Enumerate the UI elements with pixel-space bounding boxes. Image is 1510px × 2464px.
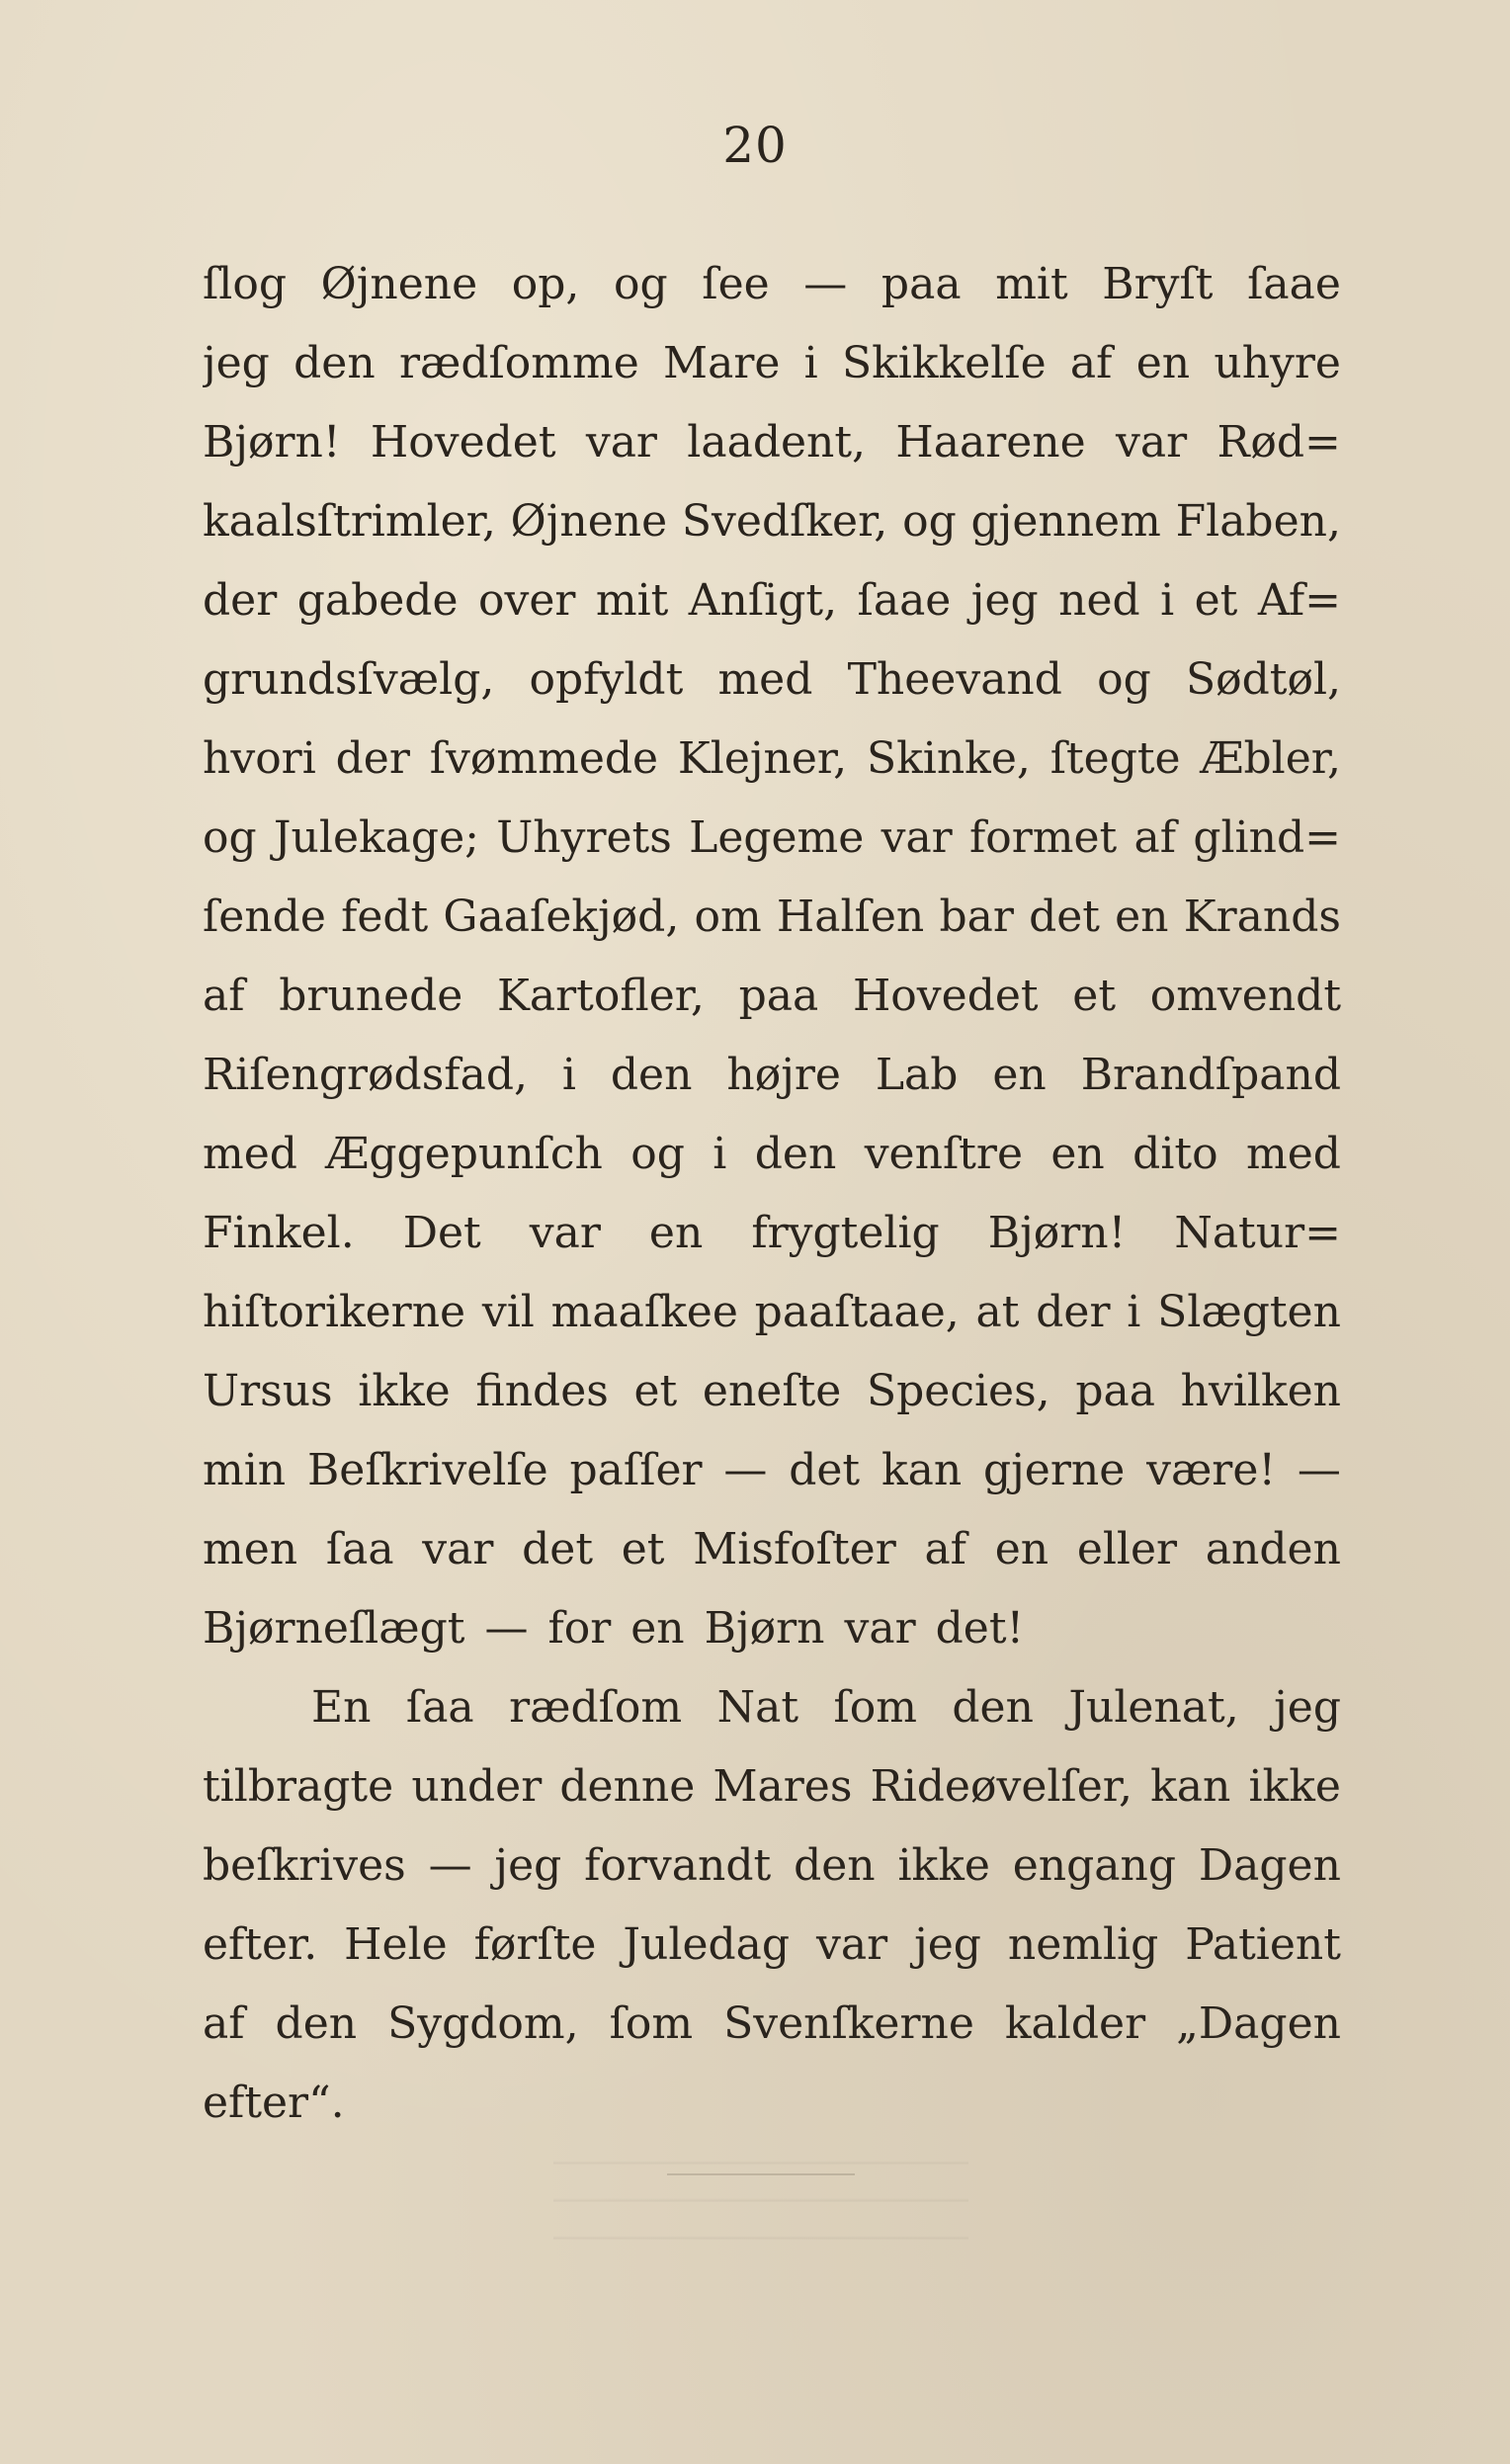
word: grundsſvælg, — [203, 654, 495, 705]
word: Julenat, — [1068, 1682, 1239, 1733]
word: ikke — [358, 1366, 451, 1416]
word: Svenſkerne — [723, 1998, 974, 2049]
word: Æggepunſch — [325, 1129, 603, 1179]
word: den — [610, 1050, 693, 1100]
word: Hele — [344, 1919, 448, 1970]
word: et — [621, 1524, 665, 1574]
word: ſom — [609, 1998, 694, 2049]
word: af — [203, 1998, 245, 2049]
word: Lab — [875, 1050, 959, 1100]
word: Rød= — [1216, 417, 1341, 467]
word: den — [294, 338, 376, 388]
word: Krands — [1183, 892, 1341, 942]
word: af — [924, 1524, 966, 1574]
word: Kartofler, — [497, 971, 705, 1021]
word: Mare — [663, 338, 781, 388]
word: Skikkelſe — [842, 338, 1047, 388]
word: paa — [881, 259, 962, 309]
text-line — [203, 1431, 1341, 1510]
word: være! — [1146, 1445, 1277, 1495]
text-line — [203, 878, 1341, 957]
word: den — [754, 1129, 837, 1179]
word: nemlig — [1007, 1919, 1159, 1970]
word: under — [411, 1761, 543, 1812]
text-line — [203, 1352, 1341, 1431]
text-line-paragraph-start — [203, 1668, 1341, 1747]
word: Flaben, — [1175, 496, 1341, 547]
word: med — [203, 1129, 297, 1179]
word: med — [1245, 1129, 1341, 1179]
word: om — [694, 892, 762, 942]
word: var — [881, 812, 953, 863]
word: Haarene — [895, 417, 1086, 467]
word: Species, — [866, 1366, 1050, 1416]
word: i — [803, 338, 818, 388]
word: — — [1297, 1445, 1341, 1495]
word: og — [1097, 654, 1151, 705]
word: Ursus — [203, 1366, 333, 1416]
word: ſom — [833, 1682, 917, 1733]
word: — — [428, 1840, 472, 1891]
word: Finkel. — [203, 1208, 355, 1258]
word: var — [529, 1208, 601, 1258]
word: førſte — [473, 1919, 597, 1970]
word: Af= — [1257, 575, 1341, 626]
word: forvandt — [584, 1840, 772, 1891]
word: uhyre — [1214, 338, 1341, 388]
text-line — [203, 324, 1341, 403]
word: den — [794, 1840, 876, 1891]
text-line — [203, 957, 1341, 1036]
word: en — [630, 1603, 685, 1654]
word: efter“. — [203, 2078, 345, 2128]
word: Slægten — [1157, 1287, 1341, 1337]
word: hvori — [203, 733, 316, 784]
word: ſvømmede — [429, 733, 659, 784]
word: Dagen — [1198, 1840, 1341, 1891]
word: En — [311, 1682, 372, 1733]
word: Riſengrødsfad, — [203, 1050, 528, 1100]
word: Hovedet — [852, 971, 1039, 1021]
word: Patient — [1185, 1919, 1341, 1970]
word: Beſkrivelſe — [306, 1445, 548, 1495]
word: Nat — [716, 1682, 799, 1733]
word: i — [1127, 1287, 1141, 1337]
word: højre — [726, 1050, 841, 1100]
word: var — [422, 1524, 494, 1574]
word: der — [203, 575, 278, 626]
word: ned — [1058, 575, 1140, 626]
text-line-paragraph-end — [203, 1589, 1341, 1668]
word: der — [1036, 1287, 1111, 1337]
text-line-paragraph-end — [203, 2064, 1341, 2143]
word: af — [203, 971, 245, 1021]
word: vil — [481, 1287, 535, 1337]
word: og — [614, 259, 668, 309]
word: jeg — [494, 1840, 562, 1891]
word: en — [1115, 892, 1169, 942]
word: ſaae — [1247, 259, 1341, 309]
word: rædſomme — [398, 338, 639, 388]
text-line — [203, 482, 1341, 561]
word: ikke — [897, 1840, 990, 1891]
word: den — [952, 1682, 1034, 1733]
text-line — [203, 561, 1341, 640]
word: var — [585, 417, 657, 467]
word: laadent, — [687, 417, 867, 467]
word: Øjnene — [510, 496, 668, 547]
word: og — [902, 496, 957, 547]
word: mit — [995, 259, 1068, 309]
word: for — [547, 1603, 612, 1654]
show-through-text — [553, 2135, 968, 2273]
word: gjennem — [970, 496, 1161, 547]
word: Mares — [713, 1761, 853, 1812]
text-line — [203, 1747, 1341, 1827]
text-line — [203, 1115, 1341, 1194]
text-line — [203, 1827, 1341, 1906]
word: Bjørn — [704, 1603, 825, 1654]
word: Sødtøl, — [1185, 654, 1341, 705]
text-line — [203, 1906, 1341, 1985]
word: af — [1133, 812, 1177, 863]
text-line — [203, 245, 1341, 324]
word: et — [633, 1366, 678, 1416]
text-line — [203, 720, 1341, 799]
word: Det — [402, 1208, 481, 1258]
word: Legeme — [689, 812, 865, 863]
word: paſſer — [569, 1445, 703, 1495]
word: en — [992, 1050, 1047, 1100]
word: ſlog — [203, 259, 288, 309]
text-line — [203, 403, 1341, 482]
word: et — [1194, 575, 1238, 626]
word: engang — [1012, 1840, 1177, 1891]
word: kaalsſtrimler, — [203, 496, 496, 547]
word: kan — [1150, 1761, 1231, 1812]
word: Klejner, — [677, 733, 848, 784]
word: jeg — [914, 1919, 981, 1970]
word: og — [203, 812, 257, 863]
word: var — [1116, 417, 1188, 467]
word: findes — [475, 1366, 609, 1416]
word: anden — [1205, 1524, 1341, 1574]
text-line — [203, 1194, 1341, 1273]
word: Natur= — [1174, 1208, 1341, 1258]
word: paa — [738, 971, 819, 1021]
word: op, — [511, 259, 580, 309]
word: Øjnene — [320, 259, 478, 309]
text-line — [203, 1985, 1341, 2064]
word: Brandſpand — [1080, 1050, 1341, 1100]
word: efter. — [203, 1919, 318, 1970]
word: — — [803, 259, 848, 309]
word: bar — [939, 892, 1014, 942]
text-line — [203, 640, 1341, 720]
word: eller — [1076, 1524, 1178, 1574]
text-line — [203, 1510, 1341, 1589]
word: i — [561, 1050, 576, 1100]
word: denne — [559, 1761, 696, 1812]
text-line — [203, 1036, 1341, 1115]
show-through-rule — [667, 2173, 855, 2175]
word: Rideøvelſer, — [870, 1761, 1132, 1812]
word: jeg — [203, 338, 270, 388]
word: det! — [935, 1603, 1025, 1654]
word: hvilken — [1180, 1366, 1341, 1416]
word: ſaa — [325, 1524, 394, 1574]
word: omvendt — [1149, 971, 1341, 1021]
word: en — [648, 1208, 704, 1258]
word: mit — [595, 575, 669, 626]
word: Sygdom, — [387, 1998, 579, 2049]
word: ſaa — [405, 1682, 474, 1733]
word: var — [816, 1919, 888, 1970]
word: et — [1072, 971, 1117, 1021]
word: ſtegte — [1049, 733, 1181, 784]
word: ſende — [203, 892, 326, 942]
word: i — [1160, 575, 1175, 626]
word: Juledag — [623, 1919, 791, 1970]
word: Uhyrets — [496, 812, 672, 863]
word: paaſtaae, — [754, 1287, 960, 1337]
word: jeg — [970, 575, 1039, 626]
text-line — [203, 1273, 1341, 1352]
word: Julekage; — [273, 812, 479, 863]
word: over — [477, 575, 576, 626]
word: rædſom — [509, 1682, 683, 1733]
word: Halſen — [776, 892, 925, 942]
word: Anſigt, — [688, 575, 838, 626]
word: kalder — [1004, 1998, 1146, 2049]
word: Hovedet — [370, 417, 556, 467]
word: maaſkee — [550, 1287, 738, 1337]
word: frygtelig — [751, 1208, 940, 1258]
word: Svedſker, — [681, 496, 888, 547]
page-number: 20 — [722, 117, 788, 174]
word: det — [522, 1524, 594, 1574]
word: eneſte — [702, 1366, 842, 1416]
word: Bjørn! — [203, 417, 341, 467]
word: gabede — [296, 575, 459, 626]
word: at — [975, 1287, 1020, 1337]
word: gjerne — [983, 1445, 1126, 1495]
word: og — [630, 1129, 685, 1179]
word: det — [1029, 892, 1100, 942]
word: Bjørn! — [987, 1208, 1127, 1258]
word: Bryſt — [1102, 259, 1214, 309]
word: i — [713, 1129, 727, 1179]
word: der — [335, 733, 410, 784]
word: den — [275, 1998, 358, 2049]
word: Theevand — [847, 654, 1062, 705]
word: ſaae — [857, 575, 952, 626]
word: „Dagen — [1176, 1998, 1341, 2049]
word: glind= — [1193, 812, 1341, 863]
word: formet — [968, 812, 1118, 863]
word: med — [717, 654, 813, 705]
word: det — [789, 1445, 861, 1495]
word: venſtre — [864, 1129, 1023, 1179]
word: fedt — [341, 892, 429, 942]
word: jeg — [1274, 1682, 1341, 1733]
text-line — [203, 799, 1341, 878]
word: en — [994, 1524, 1049, 1574]
word: Skinke, — [866, 733, 1031, 784]
word: var — [844, 1603, 916, 1654]
body-text — [203, 245, 1341, 2143]
word: paa — [1075, 1366, 1155, 1416]
word: tilbragte — [203, 1761, 394, 1812]
word: — — [723, 1445, 768, 1495]
word: brunede — [279, 971, 463, 1021]
word: — — [484, 1603, 529, 1654]
word: min — [203, 1445, 287, 1495]
word: ikke — [1248, 1761, 1341, 1812]
word: dito — [1132, 1129, 1218, 1179]
word: kan — [881, 1445, 963, 1495]
word: hiſtorikerne — [203, 1287, 466, 1337]
word: Misfoſter — [693, 1524, 896, 1574]
word: Bjørneſlægt — [203, 1603, 465, 1654]
word: men — [203, 1524, 298, 1574]
word: Æbler, — [1200, 733, 1341, 784]
word: af — [1069, 338, 1113, 388]
word: en — [1135, 338, 1191, 388]
word: opfyldt — [529, 654, 684, 705]
word: en — [1050, 1129, 1105, 1179]
word: beſkrives — [203, 1840, 406, 1891]
word: Gaaſekjød, — [443, 892, 680, 942]
word: ſee — [702, 259, 770, 309]
